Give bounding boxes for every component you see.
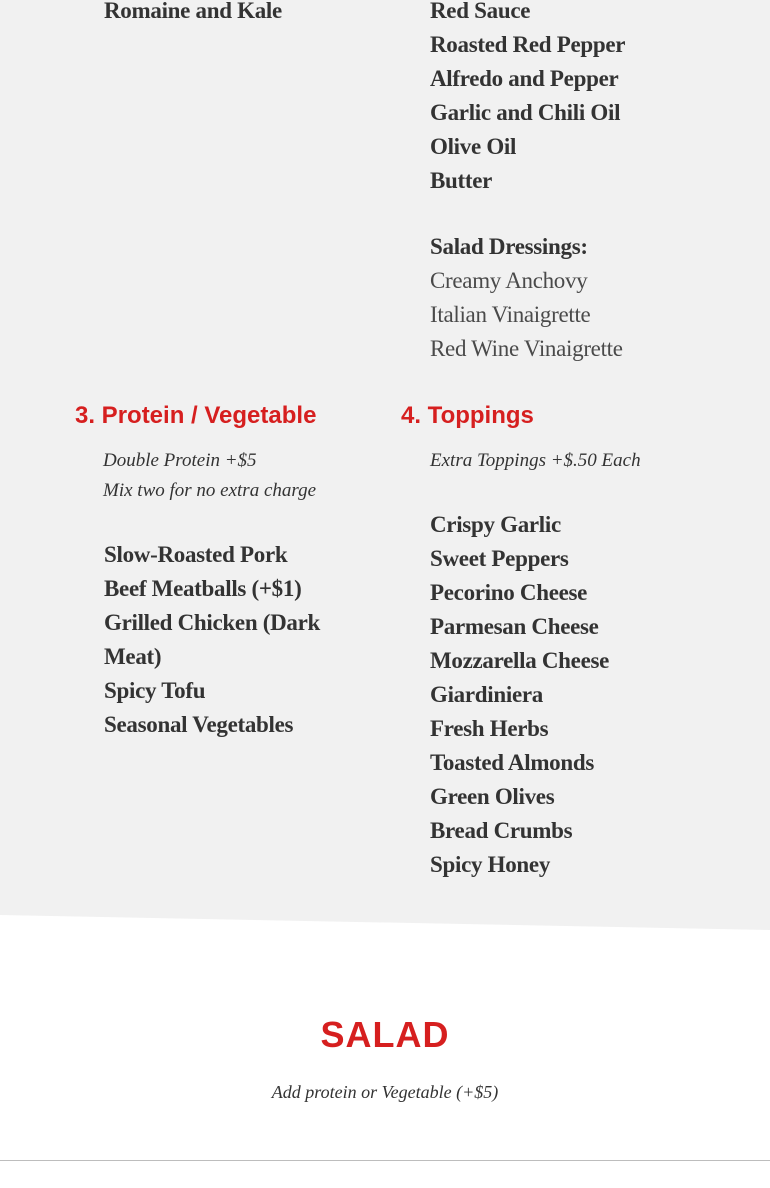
list-item: Crispy Garlic bbox=[430, 512, 561, 537]
list-item: Sweet Peppers bbox=[430, 546, 569, 571]
sauce-list bbox=[430, 0, 625, 198]
greens-item: Romaine and Kale bbox=[104, 0, 282, 23]
toppings-heading: 4. Toppings bbox=[401, 402, 534, 429]
protein-note-mix: Mix two for no extra charge bbox=[103, 480, 317, 501]
dressing-list bbox=[430, 264, 623, 366]
protein-list bbox=[104, 538, 364, 742]
salad-title: SALAD bbox=[320, 1014, 450, 1055]
toppings-list bbox=[430, 508, 609, 882]
list-item: Italian Vinaigrette bbox=[430, 302, 591, 327]
list-item: Parmesan Cheese bbox=[430, 614, 599, 639]
list-item: Red Wine Vinaigrette bbox=[430, 336, 623, 361]
protein-heading: 3. Protein / Vegetable bbox=[75, 402, 317, 429]
list-item: Butter bbox=[430, 168, 493, 193]
dressings-heading: Salad Dressings: bbox=[430, 234, 588, 259]
list-item: Slow-Roasted Pork bbox=[104, 542, 288, 567]
list-item: Beef Meatballs (+$1) bbox=[104, 576, 302, 601]
list-item: Green Olives bbox=[430, 784, 555, 809]
list-item: Grilled Chicken (Dark Meat) bbox=[104, 610, 321, 669]
list-item: Mozzarella Cheese bbox=[430, 648, 610, 673]
section-divider bbox=[0, 1160, 770, 1161]
list-item: Bread Crumbs bbox=[430, 818, 573, 843]
list-item: Olive Oil bbox=[430, 134, 517, 159]
list-item: Pecorino Cheese bbox=[430, 580, 588, 605]
list-item: Toasted Almonds bbox=[430, 750, 595, 775]
list-item: Giardiniera bbox=[430, 682, 543, 707]
toppings-note: Extra Toppings +$.50 Each bbox=[430, 450, 641, 471]
list-item: Alfredo and Pepper bbox=[430, 66, 619, 91]
salad-note: Add protein or Vegetable (+$5) bbox=[271, 1082, 499, 1102]
list-item: Seasonal Vegetables bbox=[104, 712, 294, 737]
list-item: Spicy Tofu bbox=[104, 678, 206, 703]
list-item: Garlic and Chili Oil bbox=[430, 100, 621, 125]
list-item: Red Sauce bbox=[430, 0, 531, 23]
list-item: Creamy Anchovy bbox=[430, 268, 588, 293]
protein-note-double: Double Protein +$5 bbox=[103, 450, 257, 471]
list-item: Spicy Honey bbox=[430, 852, 551, 877]
list-item: Fresh Herbs bbox=[430, 716, 549, 741]
list-item: Roasted Red Pepper bbox=[430, 32, 626, 57]
